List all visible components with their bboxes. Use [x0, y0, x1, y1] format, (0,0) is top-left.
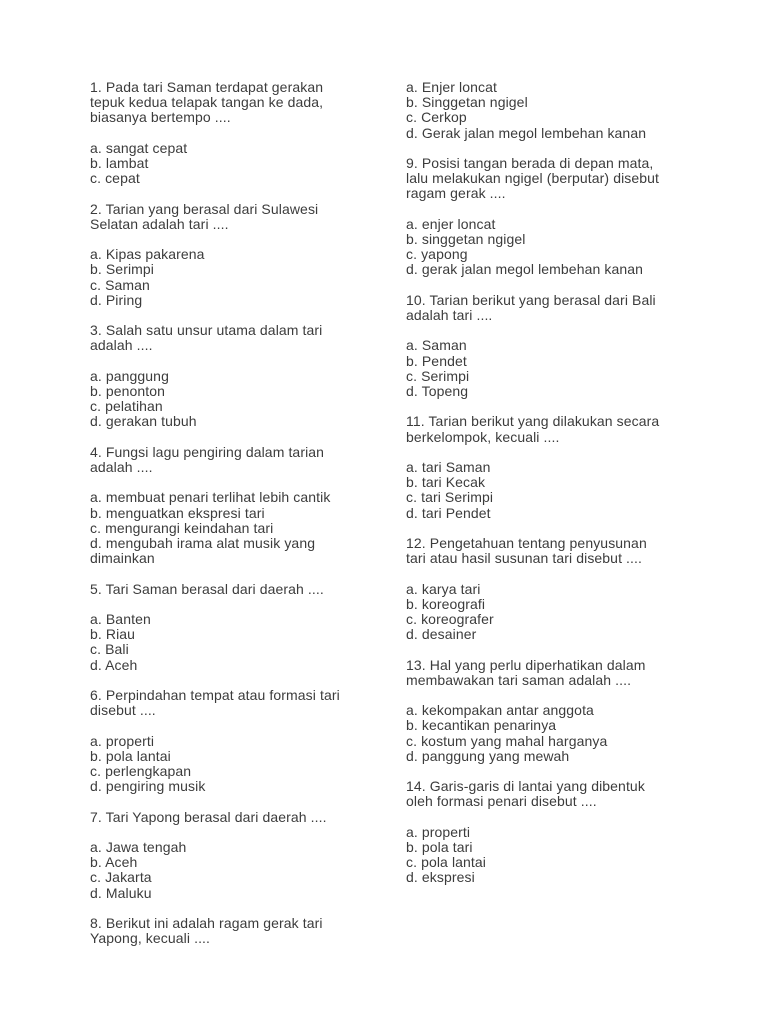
- question-line: Selatan adalah tari ....: [90, 215, 229, 232]
- question-text: [90, 445, 380, 475]
- question-line: membawakan tari saman adalah ....: [406, 671, 632, 688]
- answer-options: [406, 825, 716, 886]
- option-item: b. Singgetan ngigel: [406, 94, 528, 111]
- question-line: 5. Tari Saman berasal dari daerah ....: [90, 580, 324, 597]
- option-item: a. kekompakan antar anggota: [406, 702, 594, 719]
- answer-options: [406, 80, 716, 141]
- question-line: 8. Berikut ini adalah ragam gerak tari: [90, 914, 323, 931]
- question-line: tepuk kedua telapak tangan ke dada,: [90, 94, 324, 111]
- option-item: c. Saman: [90, 276, 150, 293]
- option-item: c. mengurangi keindahan tari: [90, 519, 274, 536]
- question-line: adalah ....: [90, 458, 153, 475]
- option-item: a. membuat penari terlihat lebih cantik: [90, 489, 331, 506]
- option-item: c. Cerkop: [406, 109, 467, 126]
- option-item: d. mengubah irama alat musik yang: [90, 534, 316, 551]
- option-item: c. perlengkapan: [90, 762, 192, 779]
- question-text: [90, 323, 380, 353]
- option-item: a. properti: [406, 823, 471, 840]
- option-item: d. pengiring musik: [90, 778, 206, 795]
- option-item: b. Pendet: [406, 352, 467, 369]
- option-item: d. desainer: [406, 626, 477, 643]
- option-item: b. Riau: [90, 626, 136, 643]
- option-item: a. panggung: [90, 367, 169, 384]
- question-line: 1. Pada tari Saman terdapat gerakan: [90, 79, 324, 95]
- option-item: b. menguatkan ekspresi tari: [90, 504, 265, 521]
- question-line: 11. Tarian berikut yang dilakukan secara: [406, 413, 660, 430]
- question-text: [406, 414, 716, 444]
- option-item: c. Serimpi: [406, 367, 470, 384]
- option-item: d. ekspresi: [406, 869, 475, 886]
- answer-options: [406, 582, 716, 643]
- option-item: d. tari Pendet: [406, 504, 491, 521]
- question-text: [90, 202, 380, 232]
- option-item: c. kostum yang mahal harganya: [406, 732, 608, 749]
- option-item: d. panggung yang mewah: [406, 747, 570, 764]
- question-text: [90, 582, 380, 597]
- question-column-left: [90, 80, 380, 962]
- option-item: b. Aceh: [90, 854, 138, 871]
- answer-options: [90, 247, 380, 308]
- question-line: 10. Tarian berikut yang berasal dari Bali: [406, 291, 656, 308]
- option-item: a. sangat cepat: [90, 139, 188, 156]
- option-item: c. Jakarta: [90, 869, 152, 886]
- option-item: b. lambat: [90, 155, 149, 171]
- option-item: d. Aceh: [90, 656, 138, 673]
- answer-options: [90, 490, 380, 566]
- option-item: dimainkan: [90, 550, 155, 567]
- option-item: a. Enjer loncat: [406, 79, 497, 95]
- question-line: berkelompok, kecuali ....: [406, 428, 560, 445]
- answer-options: [90, 369, 380, 430]
- option-item: b. singgetan ngigel: [406, 231, 526, 247]
- option-item: c. cepat: [90, 170, 140, 187]
- question-text: [406, 293, 716, 323]
- answer-options: [406, 703, 716, 764]
- question-text: [90, 916, 380, 946]
- option-item: b. pola lantai: [90, 747, 171, 764]
- question-line: oleh formasi penari disebut ....: [406, 793, 597, 810]
- question-line: 6. Perpindahan tempat atau formasi tari: [90, 686, 340, 703]
- question-text: [90, 810, 380, 825]
- option-item: a. Jawa tengah: [90, 838, 187, 855]
- question-line: 9. Posisi tangan berada di depan mata,: [406, 155, 654, 171]
- question-line: Yapong, kecuali ....: [90, 930, 211, 947]
- question-column-right: [406, 80, 716, 901]
- answer-options: [90, 734, 380, 795]
- question-text: [406, 536, 716, 566]
- question-line: disebut ....: [90, 702, 156, 719]
- question-line: 4. Fungsi lagu pengiring dalam tarian: [90, 443, 325, 460]
- answer-options: [90, 141, 380, 187]
- option-item: c. koreografer: [406, 610, 494, 627]
- option-item: d. Gerak jalan megol lembehan kanan: [406, 124, 647, 141]
- option-item: d. Topeng: [406, 383, 469, 399]
- option-item: b. pola tari: [406, 838, 473, 855]
- question-line: 3. Salah satu unsur utama dalam tari: [90, 322, 323, 339]
- option-item: c. tari Serimpi: [406, 489, 494, 506]
- question-line: 12. Pengetahuan tentang penyusunan: [406, 534, 647, 551]
- answer-options: [406, 460, 716, 521]
- answer-options: [406, 217, 716, 278]
- option-item: c. yapong: [406, 246, 468, 263]
- question-line: adalah tari ....: [406, 307, 493, 323]
- question-line: 14. Garis-garis di lantai yang dibentuk: [406, 778, 645, 795]
- option-item: b. kecantikan penarinya: [406, 717, 557, 734]
- option-item: c. pelatihan: [90, 398, 163, 415]
- option-item: c. Bali: [90, 641, 129, 658]
- question-line: 2. Tarian yang berasal dari Sulawesi: [90, 200, 319, 217]
- option-item: d. Piring: [90, 291, 143, 308]
- option-item: a. Kipas pakarena: [90, 246, 205, 263]
- answer-options: [406, 338, 716, 399]
- option-item: a. enjer loncat: [406, 215, 496, 232]
- option-item: d. gerakan tubuh: [90, 413, 197, 430]
- question-line: ragam gerak ....: [406, 185, 506, 202]
- option-item: b. tari Kecak: [406, 474, 486, 491]
- option-item: d. gerak jalan megol lembehan kanan: [406, 261, 643, 278]
- question-line: 7. Tari Yapong berasal dari daerah ....: [90, 808, 327, 825]
- question-text: [406, 658, 716, 688]
- question-line: 13. Hal yang perlu diperhatikan dalam: [406, 656, 646, 673]
- option-item: c. pola lantai: [406, 854, 487, 871]
- question-text: [406, 156, 716, 202]
- option-item: b. koreografi: [406, 595, 486, 612]
- answer-options: [90, 840, 380, 901]
- question-text: [90, 688, 380, 718]
- option-item: d. Maluku: [90, 884, 152, 901]
- option-item: a. Banten: [90, 610, 151, 627]
- option-item: a. karya tari: [406, 580, 481, 597]
- question-line: lalu melakukan ngigel (berputar) disebut: [406, 170, 660, 187]
- option-item: a. properti: [90, 732, 155, 749]
- question-line: biasanya bertempo ....: [90, 109, 231, 126]
- question-text: [90, 80, 380, 126]
- question-line: adalah ....: [90, 337, 153, 354]
- option-item: a. tari Saman: [406, 458, 491, 475]
- option-item: b. penonton: [90, 382, 166, 399]
- option-item: a. Saman: [406, 337, 467, 354]
- option-item: b. Serimpi: [90, 261, 155, 278]
- answer-options: [90, 612, 380, 673]
- question-line: tari atau hasil susunan tari disebut ....: [406, 550, 643, 567]
- question-text: [406, 779, 716, 809]
